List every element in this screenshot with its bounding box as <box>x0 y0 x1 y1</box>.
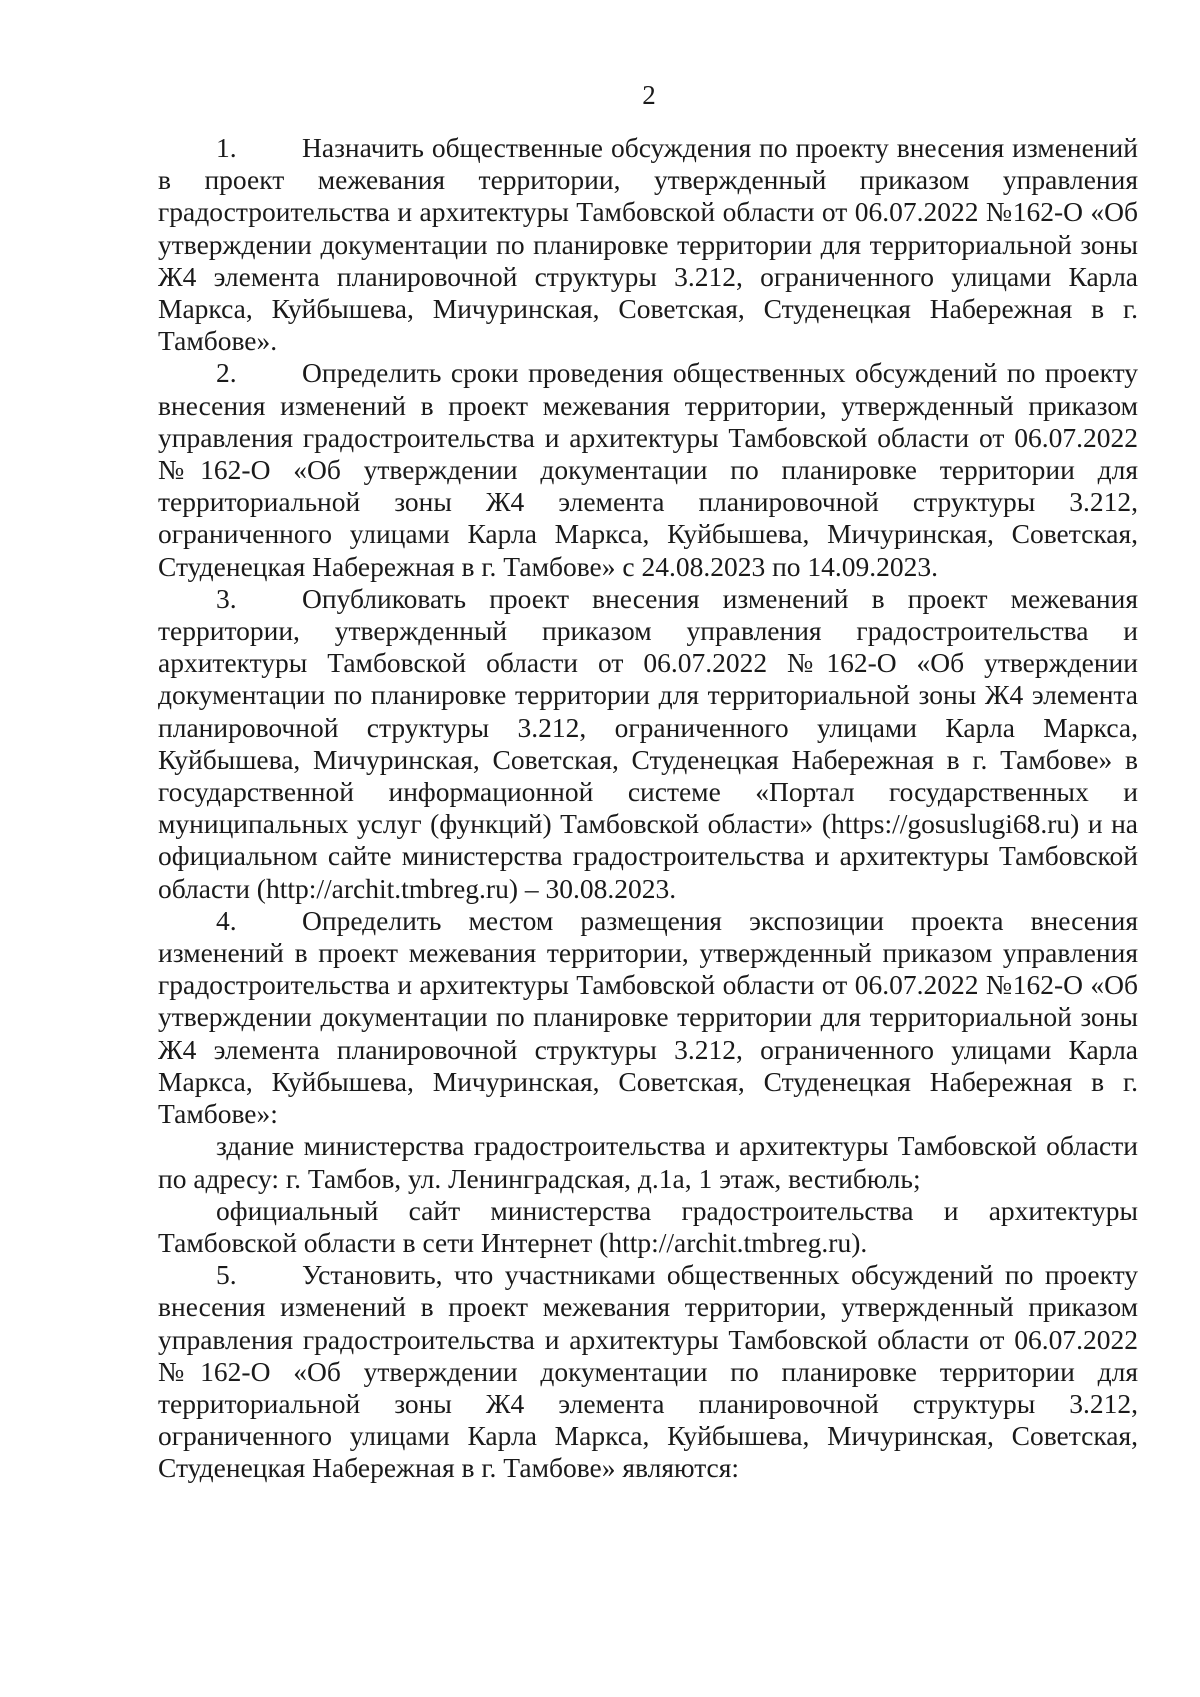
paragraph-5 <box>158 1259 1138 1484</box>
paragraph-text: здание министерства градостроительства и архитектуры Тамбовской области по адресу: г. Тамбов, ул. Ленинградская, д.1а, 1 этаж, вестибюль; <box>158 1130 1138 1194</box>
paragraph-text: Опубликовать проект внесения изменений в проект межевания территории, утвержденный приказом управления градостроительства и архитектуры Тамбовской области от 06.07.2022 №162-О «Об утверждении документации по планировке территории для территориальной зоны Ж4 элемента планировочной структуры 3.212, ограниченного улицами Карла Маркса, Куйбышева, Мичуринская, Советская, Студенецкая Набережная в г. Тамбове» в государственной информационной системе «Портал государственных и муниципальных услуг (функций) Тамбовской области» (https://gosuslugi68.ru) и на официальном сайте министерства градостроительства и архитектуры Тамбовской области (http://archit.tmbreg.ru) – 30.08.2023. <box>158 582 1138 904</box>
paragraph-text: Определить сроки проведения общественных обсуждений по проекту внесения изменений в проект межевания территории, утвержденный приказом управления градостроительства и архитектуры Тамбовской области от 06.07.2022 №162-О «Об утверждении документации по планировке территории для территориальной зоны Ж4 элемента планировочной структуры 3.212, ограниченного улицами Карла Маркса, Куйбышева, Мичуринская, Советская, Студенецкая Набережная в г. Тамбове» с 24.08.2023 по 14.09.2023. <box>158 357 1138 582</box>
paragraph-number: 2. <box>216 357 237 389</box>
paragraph-number: 5. <box>216 1259 237 1291</box>
paragraph-text: официальный сайт министерства градостроительства и архитектуры Тамбовской области в сети Интернет (http://archit.tmbreg.ru). <box>158 1194 1138 1258</box>
paragraph-number: 3. <box>216 582 237 614</box>
paragraph-text: Определить местом размещения экспозиции проекта внесения изменений в проект межевания территории, утвержденный приказом управления градостроительства и архитектуры Тамбовской области от 06.07.2022 №162-О «Об утверждении документации по планировке территории для территориальной зоны Ж4 элемента планировочной структуры 3.212, ограниченного улицами Карла Маркса, Куйбышева, Мичуринская, Советская, Студенецкая Набережная в г. Тамбове»: <box>158 904 1138 1130</box>
paragraph-number: 4. <box>216 904 237 936</box>
paragraph-3 <box>158 583 1138 905</box>
page-number: 2 <box>642 80 656 110</box>
document-page <box>158 80 1138 1485</box>
paragraph-2 <box>158 357 1138 582</box>
paragraph-text: Установить, что участниками общественных обсуждений по проекту внесения изменений в проект межевания территории, утвержденный приказом управления градостроительства и архитектуры Тамбовской области от 06.07.2022 №162-О «Об утверждении документации по планировке территории для территориальной зоны Ж4 элемента планировочной структуры 3.212, ограниченного улицами Карла Маркса, Куйбышева, Мичуринская, Советская, Студенецкая Набережная в г. Тамбове» являются: <box>158 1259 1138 1484</box>
paragraph-number: 1. <box>216 132 237 163</box>
paragraph-4-item-website <box>158 1195 1138 1259</box>
paragraph-text: Назначить общественные обсуждения по проекту внесения изменений в проект межевания территории, утвержденный приказом управления градостроительства и архитектуры Тамбовской области от 06.07.2022 №162-О «Об утверждении документации по планировке территории для территориальной зоны Ж4 элемента планировочной структуры 3.212, ограниченного улицами Карла Маркса, Куйбышева, Мичуринская, Советская, Студенецкая Набережная в г. Тамбове». <box>158 132 1138 357</box>
paragraph-4 <box>158 905 1138 1130</box>
paragraph-1 <box>158 132 1138 357</box>
paragraph-4-item-building <box>158 1130 1138 1194</box>
